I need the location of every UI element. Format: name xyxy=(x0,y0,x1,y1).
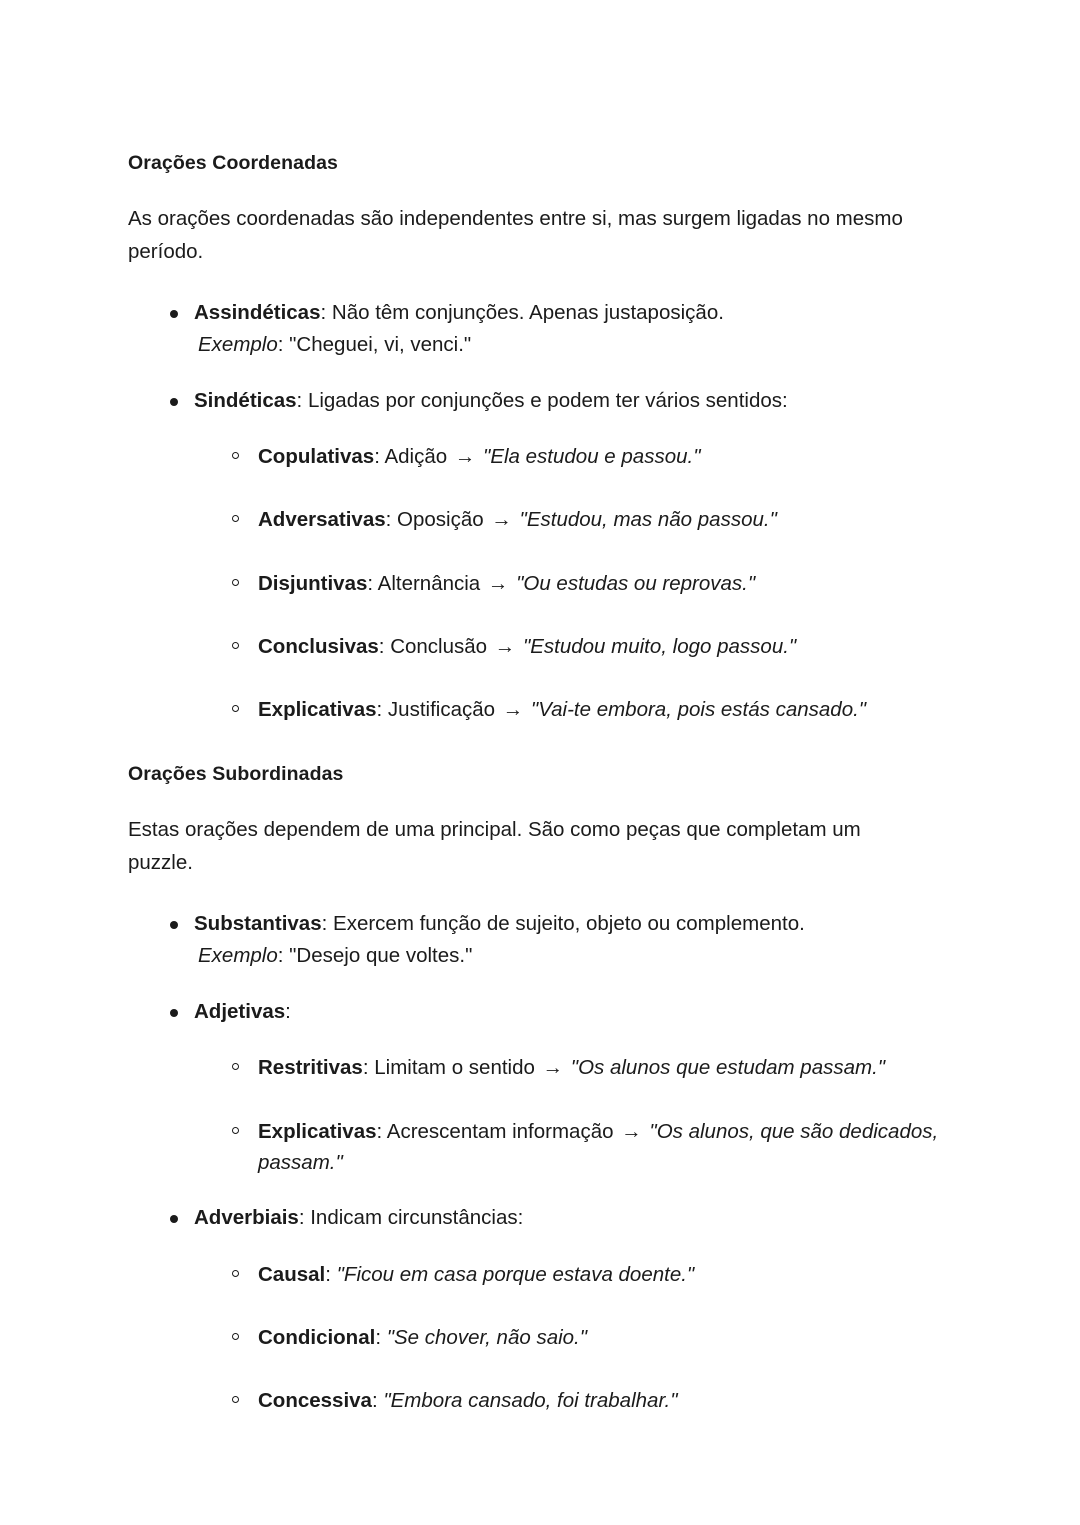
top-level-list xyxy=(128,298,952,725)
section-intro-paragraph: As orações coordenadas são independentes entre si, mas surgem ligadas no mesmo período. xyxy=(128,207,903,263)
bullet-circle-icon xyxy=(232,579,239,586)
list-item xyxy=(128,386,952,726)
nested-item-description: Adição xyxy=(384,445,453,469)
nested-item-description: Oposição xyxy=(397,508,490,532)
nested-list-item xyxy=(194,1385,952,1416)
list-item-separator: : xyxy=(298,1205,311,1229)
list-item-description: Indicam circunstâncias: xyxy=(310,1205,524,1229)
nested-item-description: Conclusão xyxy=(390,634,493,658)
bullet-disc-icon xyxy=(170,398,178,406)
section-gap xyxy=(128,725,952,761)
list-item xyxy=(128,1203,952,1416)
list-item-description: Não têm conjunções. Apenas justaposição. xyxy=(331,301,724,325)
nested-list-item xyxy=(194,694,952,725)
nested-item-term: Explicativas xyxy=(258,697,377,721)
top-level-list xyxy=(128,909,952,1416)
list-item xyxy=(128,909,952,972)
nested-item-quote: "Ficou em casa porque estava doente." xyxy=(336,1262,695,1286)
arrow-icon: → xyxy=(491,508,512,532)
list-item-separator: : xyxy=(285,999,291,1023)
nested-item-description: Acrescentam informação xyxy=(386,1119,620,1143)
nested-list-item xyxy=(194,441,952,472)
nested-list-item xyxy=(194,631,952,662)
document-section xyxy=(128,761,952,1416)
nested-item-separator: : xyxy=(385,508,398,532)
example-line xyxy=(194,941,952,972)
nested-list xyxy=(194,1052,952,1177)
nested-item-separator: : xyxy=(367,571,378,595)
list-item-separator: : xyxy=(321,912,334,936)
nested-item-description: Limitam o sentido xyxy=(374,1056,541,1080)
nested-item-quote: "Ela estudou e passou." xyxy=(477,445,701,469)
example-text: : "Cheguei, vi, venci." xyxy=(277,332,472,356)
bullet-circle-icon xyxy=(232,1127,239,1134)
example-text: : "Desejo que voltes." xyxy=(277,943,473,967)
nested-item-description: Alternância xyxy=(377,571,486,595)
bullet-circle-icon xyxy=(232,642,239,649)
nested-list-item xyxy=(194,1116,952,1178)
nested-item-separator: : xyxy=(375,1325,387,1349)
example-label: Exemplo xyxy=(198,943,278,967)
nested-item-term: Concessiva xyxy=(258,1388,372,1412)
bullet-circle-icon xyxy=(232,1270,239,1277)
nested-item-term: Conclusivas xyxy=(258,634,379,658)
nested-item-separator: : xyxy=(376,697,388,721)
arrow-icon: → xyxy=(454,445,476,469)
nested-item-quote: "Estudou, mas não passou." xyxy=(513,508,777,532)
nested-list-item xyxy=(194,1322,952,1353)
arrow-icon: → xyxy=(502,697,524,721)
list-item-term: Sindéticas xyxy=(194,388,297,412)
nested-item-term: Copulativas xyxy=(258,445,375,469)
nested-list xyxy=(194,441,952,725)
nested-item-term: Condicional xyxy=(258,1325,376,1349)
arrow-icon: → xyxy=(487,571,509,595)
nested-list-item xyxy=(194,504,952,535)
nested-item-quote: "Os alunos que estudam passam." xyxy=(565,1056,886,1080)
nested-list-item xyxy=(194,1259,952,1290)
arrow-icon: → xyxy=(494,634,516,658)
bullet-circle-icon xyxy=(232,1333,239,1340)
nested-item-separator: : xyxy=(325,1262,337,1286)
bullet-disc-icon xyxy=(170,921,178,929)
list-item-term: Substantivas xyxy=(194,912,322,936)
example-label: Exemplo xyxy=(198,332,278,356)
list-item xyxy=(128,298,952,361)
bullet-circle-icon xyxy=(232,515,239,522)
nested-item-quote: "Estudou muito, logo passou." xyxy=(517,634,797,658)
list-item-description: Exercem função de sujeito, objeto ou complemento. xyxy=(333,912,805,936)
bullet-disc-icon xyxy=(170,1215,178,1223)
nested-item-quote: "Embora cansado, foi trabalhar." xyxy=(383,1388,678,1412)
nested-item-term: Restritivas xyxy=(258,1056,363,1080)
list-item-term: Assindéticas xyxy=(194,301,321,325)
bullet-disc-icon xyxy=(170,1009,178,1017)
example-line xyxy=(194,330,952,361)
nested-item-separator: : xyxy=(374,445,385,469)
bullet-circle-icon xyxy=(232,452,239,459)
nested-item-quote: "Ou estudas ou reprovas." xyxy=(510,571,756,595)
document-content xyxy=(128,150,952,1416)
list-item xyxy=(128,997,952,1178)
list-item-description: Ligadas por conjunções e podem ter vários sentidos: xyxy=(307,388,788,412)
bullet-disc-icon xyxy=(170,310,178,318)
nested-item-term: Explicativas xyxy=(258,1119,377,1143)
list-item-separator: : xyxy=(296,388,308,412)
nested-list-item xyxy=(194,568,952,599)
bullet-circle-icon xyxy=(232,705,239,712)
nested-item-quote: "Se chover, não saio." xyxy=(386,1325,588,1349)
list-item-term: Adverbiais xyxy=(194,1205,299,1229)
nested-item-separator: : xyxy=(376,1119,387,1143)
section-heading: Orações Coordenadas xyxy=(128,152,338,174)
bullet-circle-icon xyxy=(232,1063,239,1070)
nested-item-separator: : xyxy=(362,1056,375,1080)
nested-list xyxy=(194,1259,952,1416)
nested-item-quote: "Os alunos, que são dedicados, passam." xyxy=(258,1119,939,1174)
arrow-icon: → xyxy=(542,1056,564,1080)
nested-item-quote: "Vai-te embora, pois estás cansado." xyxy=(525,697,867,721)
arrow-icon: → xyxy=(621,1119,642,1143)
list-item-term: Adjetivas xyxy=(194,999,286,1023)
bullet-circle-icon xyxy=(232,1396,239,1403)
list-item-separator: : xyxy=(320,301,332,325)
nested-item-description: Justificação xyxy=(387,697,501,721)
section-intro-paragraph: Estas orações dependem de uma principal. São como peças que completam um puzzle. xyxy=(128,818,861,874)
nested-list-item xyxy=(194,1052,952,1083)
nested-item-term: Adversativas xyxy=(258,508,386,532)
nested-item-term: Causal xyxy=(258,1262,326,1286)
nested-item-separator: : xyxy=(371,1388,384,1412)
nested-item-term: Disjuntivas xyxy=(258,571,368,595)
document-section xyxy=(128,150,952,725)
nested-item-separator: : xyxy=(378,634,391,658)
section-heading: Orações Subordinadas xyxy=(128,763,344,786)
